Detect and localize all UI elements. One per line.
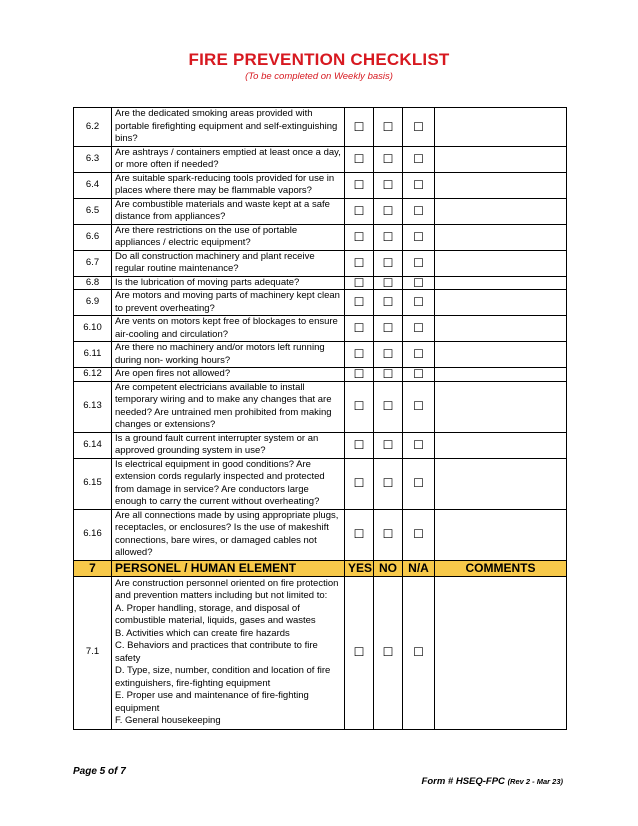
na-checkbox[interactable]: ☐ <box>403 576 435 729</box>
no-checkbox[interactable]: ☐ <box>374 316 403 342</box>
question-text: Are vents on motors kept free of blockages to ensure air-cooling and circulation? <box>112 316 345 342</box>
table-row <box>74 276 567 290</box>
comments-cell[interactable] <box>435 381 567 432</box>
yes-checkbox[interactable]: ☐ <box>345 432 374 458</box>
document-title: FIRE PREVENTION CHECKLIST <box>188 50 450 69</box>
item-number: 6.8 <box>74 276 112 290</box>
table-row <box>74 458 567 509</box>
na-checkbox[interactable]: ☐ <box>403 108 435 147</box>
item-number: 6.10 <box>74 316 112 342</box>
no-checkbox[interactable]: ☐ <box>374 342 403 368</box>
yes-column-header: YES <box>345 560 374 576</box>
yes-checkbox[interactable]: ☐ <box>345 509 374 560</box>
yes-checkbox[interactable]: ☐ <box>345 576 374 729</box>
comments-column-header: COMMENTS <box>435 560 567 576</box>
section-title: PERSONEL / HUMAN ELEMENT <box>112 560 345 576</box>
yes-checkbox[interactable]: ☐ <box>345 290 374 316</box>
question-line: B. Activities which can create fire hazards <box>115 627 290 639</box>
section-header-row <box>74 560 567 576</box>
yes-checkbox[interactable]: ☐ <box>345 172 374 198</box>
question-text: Is electrical equipment in good conditions? Are extension cords regularly inspected and protected from damage in service? Are conductors large enough to carry the current without overheating? <box>112 458 345 509</box>
question-text <box>112 576 345 729</box>
comments-cell[interactable] <box>435 576 567 729</box>
question-line: A. Proper handling, storage, and disposal of combustible material, liquids, gases and wastes <box>115 602 316 626</box>
no-checkbox[interactable]: ☐ <box>374 290 403 316</box>
na-checkbox[interactable]: ☐ <box>403 432 435 458</box>
question-line: Are construction personnel oriented on fire protection and prevention matters including but not limited to: <box>115 577 339 601</box>
na-checkbox[interactable]: ☐ <box>403 509 435 560</box>
na-checkbox[interactable]: ☐ <box>403 316 435 342</box>
item-number: 6.12 <box>74 368 112 382</box>
no-checkbox[interactable]: ☐ <box>374 276 403 290</box>
comments-cell[interactable] <box>435 316 567 342</box>
form-number <box>422 776 563 787</box>
item-number: 6.11 <box>74 342 112 368</box>
question-text: Are ashtrays / containers emptied at least once a day, or more often if needed? <box>112 146 345 172</box>
na-checkbox[interactable]: ☐ <box>403 458 435 509</box>
yes-checkbox[interactable]: ☐ <box>345 342 374 368</box>
no-checkbox[interactable]: ☐ <box>374 509 403 560</box>
no-checkbox[interactable]: ☐ <box>374 458 403 509</box>
no-checkbox[interactable]: ☐ <box>374 146 403 172</box>
table-row <box>74 509 567 560</box>
question-text: Are there restrictions on the use of portable appliances / electric equipment? <box>112 224 345 250</box>
yes-checkbox[interactable]: ☐ <box>345 458 374 509</box>
yes-checkbox[interactable]: ☐ <box>345 224 374 250</box>
question-line: C. Behaviors and practices that contribute to fire safety <box>115 640 318 664</box>
comments-cell[interactable] <box>435 108 567 147</box>
question-text: Are competent electricians available to install temporary wiring and to make any changes that are needed? Are untrained men prohibited from making changes or extensions? <box>112 381 345 432</box>
yes-checkbox[interactable]: ☐ <box>345 368 374 382</box>
no-checkbox[interactable]: ☐ <box>374 368 403 382</box>
item-number: 6.2 <box>74 108 112 147</box>
question-text: Are there no machinery and/or motors left running during non- working hours? <box>112 342 345 368</box>
no-checkbox[interactable]: ☐ <box>374 198 403 224</box>
item-number: 6.16 <box>74 509 112 560</box>
comments-cell[interactable] <box>435 458 567 509</box>
table-row <box>74 224 567 250</box>
table-row <box>74 290 567 316</box>
table-row <box>74 381 567 432</box>
na-checkbox[interactable]: ☐ <box>403 342 435 368</box>
table-row <box>74 576 567 729</box>
document-subtitle: (To be completed on Weekly basis) <box>245 71 393 82</box>
na-checkbox[interactable]: ☐ <box>403 198 435 224</box>
yes-checkbox[interactable]: ☐ <box>345 108 374 147</box>
yes-checkbox[interactable]: ☐ <box>345 381 374 432</box>
table-row <box>74 198 567 224</box>
item-number: 6.7 <box>74 250 112 276</box>
table-row <box>74 146 567 172</box>
item-number: 6.6 <box>74 224 112 250</box>
comments-cell[interactable] <box>435 250 567 276</box>
yes-checkbox[interactable]: ☐ <box>345 276 374 290</box>
table-row <box>74 316 567 342</box>
no-checkbox[interactable]: ☐ <box>374 108 403 147</box>
comments-cell[interactable] <box>435 224 567 250</box>
comments-cell[interactable] <box>435 290 567 316</box>
comments-cell[interactable] <box>435 198 567 224</box>
form-revision: (Rev 2 - Mar 23) <box>507 777 563 786</box>
table-row <box>74 250 567 276</box>
question-text: Is a ground fault current interrupter system or an approved grounding system in use? <box>112 432 345 458</box>
item-number: 6.4 <box>74 172 112 198</box>
no-checkbox[interactable]: ☐ <box>374 576 403 729</box>
comments-cell[interactable] <box>435 432 567 458</box>
item-number: 6.13 <box>74 381 112 432</box>
table-row <box>74 172 567 198</box>
question-text: Are combustible materials and waste kept at a safe distance from appliances? <box>112 198 345 224</box>
no-checkbox[interactable]: ☐ <box>374 224 403 250</box>
yes-checkbox[interactable]: ☐ <box>345 250 374 276</box>
yes-checkbox[interactable]: ☐ <box>345 198 374 224</box>
section-number: 7 <box>74 560 112 576</box>
item-number: 6.9 <box>74 290 112 316</box>
comments-cell[interactable] <box>435 509 567 560</box>
item-number: 6.14 <box>74 432 112 458</box>
na-checkbox[interactable]: ☐ <box>403 290 435 316</box>
question-line: E. Proper use and maintenance of fire-fighting equipment <box>115 690 309 714</box>
question-text: Are motors and moving parts of machinery kept clean to prevent overheating? <box>112 290 345 316</box>
na-checkbox[interactable]: ☐ <box>403 381 435 432</box>
checklist-table <box>73 107 567 730</box>
question-line: D. Type, size, number, condition and location of fire extinguishers, fire-fighting equipment <box>115 665 331 689</box>
comments-cell[interactable] <box>435 146 567 172</box>
no-checkbox[interactable]: ☐ <box>374 250 403 276</box>
question-text: Are the dedicated smoking areas provided with portable firefighting equipment and self-extinguishing bins? <box>112 108 345 147</box>
item-number: 6.3 <box>74 146 112 172</box>
question-line: F. General housekeeping <box>115 715 221 726</box>
no-checkbox[interactable]: ☐ <box>374 172 403 198</box>
table-row <box>74 432 567 458</box>
item-number: 6.15 <box>74 458 112 509</box>
item-number: 6.5 <box>74 198 112 224</box>
question-text: Are suitable spark-reducing tools provided for use in places where there may be flammable vapors? <box>112 172 345 198</box>
na-column-header: N/A <box>403 560 435 576</box>
no-checkbox[interactable]: ☐ <box>374 381 403 432</box>
question-text: Are all connections made by using appropriate plugs, receptacles, or enclosures? Is the use of makeshift connections, bare wires, or damaged cables not allowed? <box>112 509 345 560</box>
no-checkbox[interactable]: ☐ <box>374 432 403 458</box>
item-number: 7.1 <box>74 576 112 729</box>
table-row <box>74 342 567 368</box>
question-text: Do all construction machinery and plant receive regular routine maintenance? <box>112 250 345 276</box>
form-id: Form # HSEQ-FPC <box>421 776 505 787</box>
question-text: Is the lubrication of moving parts adequate? <box>112 276 345 290</box>
comments-cell[interactable] <box>435 368 567 382</box>
na-checkbox[interactable]: ☐ <box>403 224 435 250</box>
na-checkbox[interactable]: ☐ <box>403 250 435 276</box>
na-checkbox[interactable]: ☐ <box>403 172 435 198</box>
comments-cell[interactable] <box>435 342 567 368</box>
question-text: Are open fires not allowed? <box>112 368 345 382</box>
comments-cell[interactable] <box>435 276 567 290</box>
yes-checkbox[interactable]: ☐ <box>345 316 374 342</box>
comments-cell[interactable] <box>435 172 567 198</box>
table-row <box>74 108 567 147</box>
no-column-header: NO <box>374 560 403 576</box>
yes-checkbox[interactable]: ☐ <box>345 146 374 172</box>
na-checkbox[interactable]: ☐ <box>403 146 435 172</box>
page-number: Page 5 of 7 <box>73 766 126 777</box>
na-checkbox[interactable]: ☐ <box>403 368 435 382</box>
na-checkbox[interactable]: ☐ <box>403 276 435 290</box>
table-row <box>74 368 567 382</box>
